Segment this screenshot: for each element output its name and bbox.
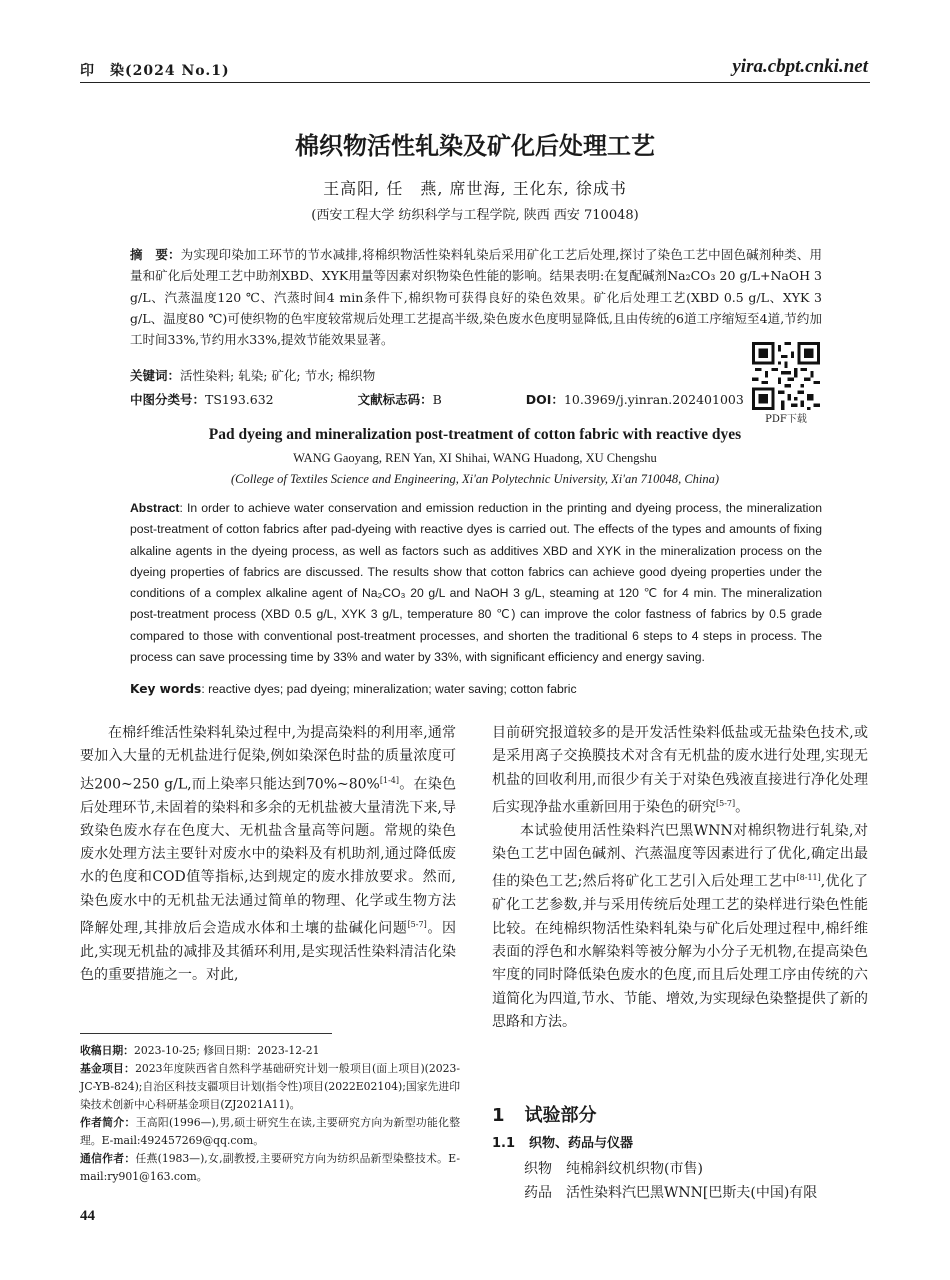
citation-ref: [1-4] bbox=[379, 775, 399, 785]
body-text: 。 bbox=[735, 799, 750, 816]
doi-value[interactable]: 10.3969/j.yinran.202401003 bbox=[563, 392, 744, 407]
footnote-text: 2023-10-25; 修回日期：2023-12-21 bbox=[133, 1044, 320, 1057]
article-title-zh: 棉织物活性轧染及矿化后处理工艺 bbox=[295, 132, 655, 160]
footnote-label: 基金项目： bbox=[80, 1062, 136, 1075]
footnote-dates bbox=[80, 1042, 460, 1060]
abstract-zh-text: 为实现印染加工环节的节水减排,将棉织物活性染料轧染后采用矿化工艺后处理,探讨了染色工艺中固色碱剂种类、用量和矿化后处理工艺中助剂XBD、XYK用量等因素对织物染色性能的影响。结果表明:在复配碱剂Na₂CO₃ 20 g/L+NaOH 3 g/L、汽蒸温度120 ℃、汽蒸时间4 min条件下,棉织物可获得良好的染色效果。矿化后处理工艺(XBD 0.5 g/L、XYK 3 g/L、温度80 ℃)可使织物的色牢度较常规后处理工艺提高半级,染色废水色度明显降低,且由传统的6道工序缩短至4道,节约加工时间33%,节约用水33%,提效节能效果显著。 bbox=[130, 247, 822, 348]
body-left-column bbox=[80, 722, 456, 988]
subsection-number: 1.1 bbox=[492, 1136, 516, 1151]
subsection-title: 织物、药品与仪器 bbox=[529, 1136, 634, 1151]
pdf-download-label[interactable]: PDF下载 bbox=[765, 414, 807, 425]
footnote-text: 任燕(1983—),女,副教授,主要研究方向为纺织品新型染整技术。E-mail:ry901@163.com。 bbox=[80, 1152, 460, 1183]
clc-label: 中图分类号： bbox=[130, 392, 206, 407]
article-title-en: Pad dyeing and mineralization post-treatment of cotton fabric with reactive dyes bbox=[208, 426, 742, 443]
citation-ref: [5-7] bbox=[716, 798, 736, 808]
abstract-en bbox=[130, 498, 822, 668]
journal-header: 印 染(2024 No.1) bbox=[80, 63, 230, 79]
body-paragraph bbox=[80, 722, 456, 988]
material-value: 纯棉斜纹机织物(市售) bbox=[566, 1161, 703, 1177]
section-number: 1 bbox=[492, 1105, 505, 1126]
keywords-en bbox=[130, 682, 577, 696]
body-text: 目前研究报道较多的是开发活性染料低盐或无盐染色技术,或是采用离子交换膜技术对含有无机盐的废水进行处理,实现无机盐的回收利用,而很少有关于对染色残液直接进行净化处理后实现净盐水重新回用于染色的研究 bbox=[492, 725, 868, 816]
page-number: 44 bbox=[80, 1208, 95, 1224]
body-text: 。因此,实现无机盐的减排及其循环利用,是实现活性染料清洁化染色的重要措施之一。对此, bbox=[80, 920, 457, 984]
keywords-zh-text: 活性染料; 轧染; 矿化; 节水; 棉织物 bbox=[180, 368, 376, 383]
material-line-chemicals bbox=[492, 1182, 872, 1202]
citation-ref: [5-7] bbox=[407, 920, 427, 930]
header-rule bbox=[80, 82, 870, 83]
material-key: 织物 bbox=[524, 1161, 552, 1177]
material-value: 活性染料汽巴黑WNN[巴斯夫(中国)有限 bbox=[566, 1185, 818, 1201]
abstract-en-text: : In order to achieve water conservation and emission reduction in the printing and dyeing process, the mineralization post-treatment of cotton fabrics after pad-dyeing with reactive dyes is carried out. The effects of the types and amounts of fixing alkaline agents in the dyeing process, as well as factors such as additives XBD and XYK in the mineralization process on the dyeing properties of fabrics are discussed. The results show that cotton fabrics can achieve good dyeing properties under the conditions of a complex alkaline agent of Na₂CO₃ 20 g/L and NaOH 3 g/L, steaming at 120 ℃ for 4 min. The mineralization post-treatment process (XBD 0.5 g/L, XYK 3 g/L, temperature 80 ℃) can improve the color fastness of fabrics by 0.5 grade compared to those with conventional post-treatment processes, and shorten the traditional 6 steps to 4 steps in process. The process can save processing time by 33% and water by 33%, with significant efficiency and energy saving. bbox=[130, 501, 822, 665]
footnote-label: 作者简介： bbox=[80, 1116, 136, 1129]
footnote-author bbox=[80, 1114, 460, 1150]
keywords-zh-label: 关键词： bbox=[130, 368, 181, 383]
keywords-en-label: Key words bbox=[130, 682, 202, 696]
keywords-en-text: : reactive dyes; pad dyeing; mineralization; water saving; cotton fabric bbox=[201, 682, 577, 696]
abstract-zh bbox=[130, 244, 822, 350]
footnote-rule bbox=[80, 1033, 332, 1034]
material-line-fabric bbox=[492, 1158, 872, 1178]
body-text: 。在染色后处理环节,未固着的染料和多余的无机盐被大量清洗下来,导致染色废水存在色度大、无机盐含量高等问题。常规的染色废水处理方法主要针对废水中的染料及有机助剂,通过降低废水的色度和COD值等指标,达到规定的废水排放要求。然而,染色废水中的无机盐无法通过简单的物理、化学或生物方法降解处理,其排放后会造成水体和土壤的盐碱化问题 bbox=[80, 776, 457, 937]
footnote-text: 2023年度陕西省自然科学基础研究计划一般项目(面上项目)(2023-JC-YB-824);自治区科技支疆项目计划(指令性)项目(2022E02104);国家先进印染技术创新中心科研基金项目(ZJ2021A11)。 bbox=[80, 1062, 460, 1111]
footnotes bbox=[80, 1042, 460, 1186]
classification-line bbox=[130, 390, 750, 408]
abstract-en-label: Abstract bbox=[130, 501, 180, 515]
body-text: 本试验使用活性染料汽巴黑WNN对棉织物进行轧染,对染色工艺中固色碱剂、汽蒸温度等因素进行了优化,确定出最佳的染色工艺;然后将矿化工艺引入后处理工艺中 bbox=[492, 822, 868, 891]
footnote-corresponding bbox=[80, 1150, 460, 1186]
clc-value: TS193.632 bbox=[205, 392, 274, 407]
journal-url[interactable]: yira.cbpt.cnki.net bbox=[732, 56, 868, 77]
affiliation-zh: (西安工程大学 纺织科学与工程学院, 陕西 西安 710048) bbox=[311, 208, 639, 223]
affiliation-en: (College of Textiles Science and Engineering, Xi'an Polytechnic University, Xi'an 710048, China) bbox=[230, 472, 720, 486]
subsection-heading bbox=[492, 1132, 633, 1151]
authors-en: WANG Gaoyang, REN Yan, XI Shihai, WANG Huadong, XU Chengshu bbox=[293, 451, 657, 465]
doc-code-value: B bbox=[432, 392, 442, 407]
body-paragraph bbox=[492, 722, 868, 820]
qr-code-icon[interactable] bbox=[752, 342, 820, 410]
doi-label: DOI： bbox=[525, 392, 564, 407]
authors-zh: 王高阳, 任 燕, 席世海, 王化东, 徐成书 bbox=[323, 179, 627, 198]
body-text: 在棉纤维活性染料轧染过程中,为提高染料的利用率,通常要加入大量的无机盐进行促染,例如染深色时盐的质量浓度可达200~250 g/L,而上染率只能达到70%~80% bbox=[80, 725, 456, 793]
footnote-fund bbox=[80, 1060, 460, 1114]
footnote-label: 收稿日期： bbox=[80, 1044, 134, 1057]
body-text: ,优化了矿化工艺参数,并与采用传统后处理工艺的染样进行染色性能比较。在纯棉织物活性染料轧染与矿化后处理过程中,棉纤维表面的浮色和水解染料等被分解为小分子无机物,在提高染色牢度的同时降低染色废水的色度,而且后处理工序由传统的六道简化为四道,节水、节能、增效,为实现绿色染整提供了新的思路和方法。 bbox=[492, 874, 869, 1030]
body-paragraph bbox=[492, 820, 868, 1034]
material-key: 药品 bbox=[524, 1185, 552, 1201]
section-title: 试验部分 bbox=[524, 1105, 597, 1126]
keywords-zh bbox=[130, 366, 375, 384]
doc-code-label: 文献标志码： bbox=[357, 392, 433, 407]
footnote-label: 通信作者： bbox=[80, 1152, 136, 1165]
abstract-zh-label: 摘 要： bbox=[130, 247, 181, 262]
section-heading bbox=[492, 1101, 597, 1127]
footnote-text: 王高阳(1996—),男,硕士研究生在读,主要研究方向为新型功能化整理。E-mail:492457269@qq.com。 bbox=[80, 1116, 461, 1147]
citation-ref: [8-11] bbox=[796, 873, 821, 883]
body-right-column bbox=[492, 722, 868, 1034]
